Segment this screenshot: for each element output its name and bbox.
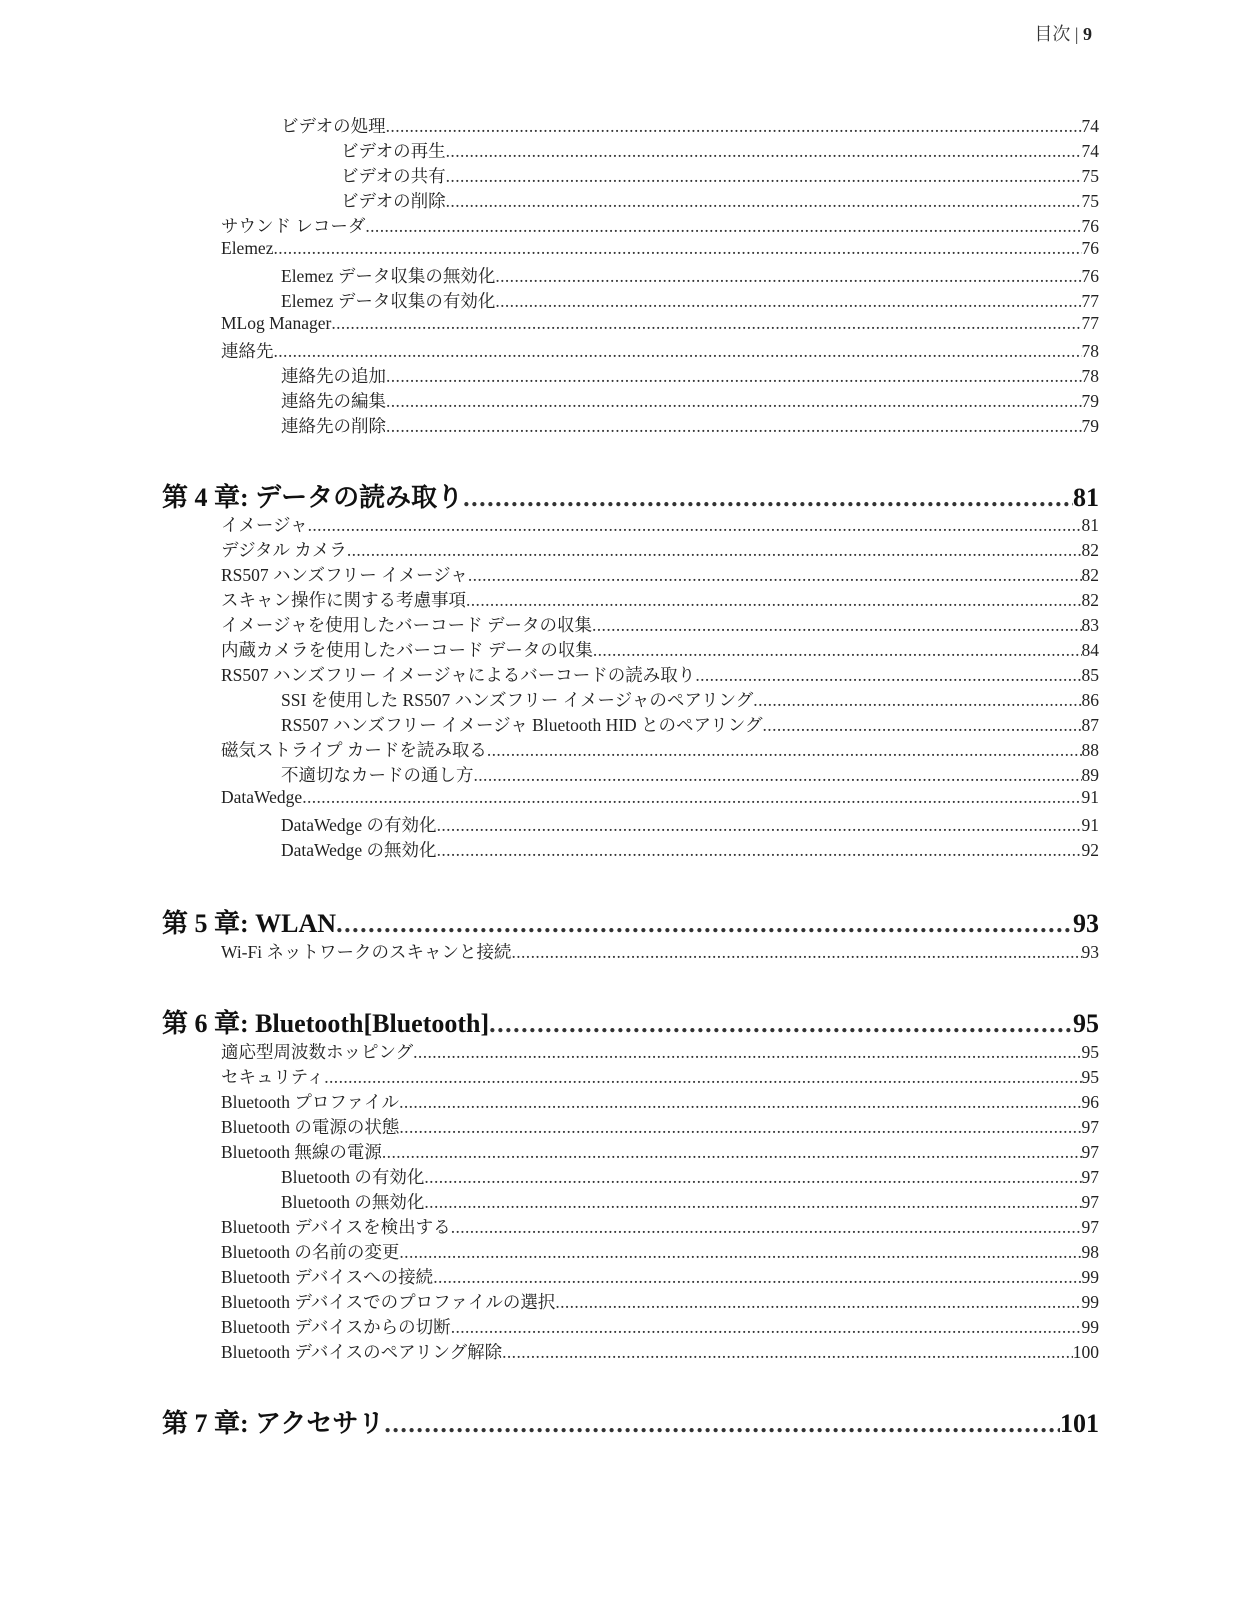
toc-entry-page: 84 — [1081, 640, 1099, 660]
toc-entry[interactable] — [0, 1164, 1237, 1189]
toc-entry-title: RS507 ハンズフリー イメージャ Bluetooth HID とのペアリング — [281, 715, 763, 735]
toc-entry-page: 74 — [1081, 116, 1099, 136]
toc-entry-title: 連絡先の追加 — [281, 366, 386, 386]
toc-entry-title: Bluetooth デバイスでのプロファイルの選択 — [221, 1292, 556, 1312]
toc-entry-title: デジタル カメラ — [221, 540, 347, 560]
toc-entry[interactable] — [0, 787, 1237, 812]
toc-entry-page: 101 — [1060, 1409, 1099, 1438]
toc-entry-page: 93 — [1073, 909, 1099, 938]
toc-entry[interactable] — [0, 537, 1237, 562]
toc-entry[interactable] — [0, 1089, 1237, 1114]
toc-leader-dots — [451, 1217, 1082, 1238]
toc-leader-dots — [495, 291, 1081, 312]
toc-entry-title: Elemez — [221, 238, 274, 258]
toc-entry-title: セキュリティ — [221, 1067, 325, 1087]
toc-entry-title: RS507 ハンズフリー イメージャ — [221, 565, 468, 585]
toc-entry-page: 91 — [1081, 787, 1099, 807]
toc-entry-title: SSI を使用した RS507 ハンズフリー イメージャのペアリング — [281, 690, 754, 710]
toc-entry-page: 75 — [1081, 166, 1099, 186]
toc-entry-title: Bluetooth の名前の変更 — [221, 1242, 400, 1262]
toc-leader-dots — [446, 191, 1082, 212]
toc-entry[interactable] — [0, 1264, 1237, 1289]
toc-entry-title: 内蔵カメラを使用したバーコード データの収集 — [221, 640, 593, 660]
toc-entry[interactable] — [0, 1314, 1237, 1339]
toc-entry[interactable] — [0, 1039, 1237, 1064]
toc-entry[interactable] — [0, 213, 1237, 238]
toc-leader-dots — [384, 1409, 1060, 1439]
header-section: 目次 | — [1034, 24, 1079, 44]
toc-leader-dots — [324, 1067, 1081, 1088]
toc-entry-page: 97 — [1081, 1192, 1099, 1212]
toc-entry[interactable] — [0, 1064, 1237, 1089]
toc-entry-title: 連絡先の削除 — [281, 416, 386, 436]
toc-leader-dots — [336, 909, 1073, 939]
toc-leader-dots — [386, 391, 1082, 412]
toc-entry[interactable] — [0, 1289, 1237, 1314]
toc-entry-page: 91 — [1081, 815, 1099, 835]
toc-chapter-entry[interactable] — [0, 477, 1237, 513]
toc-entry-page: 76 — [1081, 216, 1099, 236]
toc-leader-dots — [424, 1192, 1081, 1213]
toc-leader-dots — [382, 1142, 1082, 1163]
toc-entry[interactable] — [0, 138, 1237, 163]
toc-entry-title: 第 6 章: Bluetooth[Bluetooth] — [162, 1009, 490, 1038]
toc-entry-title: 連絡先の編集 — [281, 391, 386, 411]
toc-entry-title: DataWedge の有効化 — [281, 815, 437, 835]
toc-entry-page: 78 — [1081, 341, 1099, 361]
toc-entry-page: 93 — [1081, 942, 1099, 962]
toc-entry-title: ビデオの削除 — [341, 191, 446, 211]
toc-entry[interactable] — [0, 1339, 1237, 1364]
toc-leader-dots — [424, 1167, 1081, 1188]
toc-leader-dots — [468, 565, 1082, 586]
toc-entry-page: 78 — [1081, 366, 1099, 386]
toc-leader-dots — [308, 515, 1082, 536]
toc-leader-dots — [446, 141, 1082, 162]
toc-entry[interactable] — [0, 1114, 1237, 1139]
toc-entry[interactable] — [0, 363, 1237, 388]
toc-entry-page: 81 — [1073, 483, 1099, 512]
toc-entry[interactable] — [0, 662, 1237, 687]
toc-entry[interactable] — [0, 313, 1237, 338]
toc-leader-dots — [399, 1092, 1081, 1113]
toc-entry-title: Bluetooth デバイスへの接続 — [221, 1267, 434, 1287]
toc-leader-dots — [466, 590, 1082, 611]
toc-leader-dots — [386, 116, 1082, 137]
toc-entry-page: 85 — [1081, 665, 1099, 685]
toc-leader-dots — [753, 690, 1081, 711]
toc-entry[interactable] — [0, 388, 1237, 413]
toc-entry-title: Bluetooth 無線の電源 — [221, 1142, 382, 1162]
toc-entry-page: 86 — [1081, 690, 1099, 710]
toc-leader-dots — [502, 1342, 1073, 1363]
toc-entry-title: 第 7 章: アクセサリ — [162, 1409, 385, 1438]
toc-entry-page: 97 — [1081, 1117, 1099, 1137]
toc-entry-page: 97 — [1081, 1167, 1099, 1187]
toc-leader-dots — [302, 787, 1081, 808]
toc-entry-title: Bluetooth の有効化 — [281, 1167, 425, 1187]
toc-chapter-entry[interactable] — [0, 1003, 1237, 1039]
toc-entry-page: 98 — [1081, 1242, 1099, 1262]
toc-leader-dots — [331, 313, 1081, 334]
toc-entry[interactable] — [0, 413, 1237, 438]
toc-leader-dots — [446, 166, 1082, 187]
toc-entry[interactable] — [0, 737, 1237, 762]
toc-entry-page: 88 — [1081, 740, 1099, 760]
toc-chapter-entry[interactable] — [0, 903, 1237, 939]
toc-entry-title: Bluetooth の無効化 — [281, 1192, 425, 1212]
toc-entry-title: サウンド レコーダ — [221, 216, 366, 236]
toc-entry-title: ビデオの処理 — [281, 116, 386, 136]
toc-entry-page: 82 — [1081, 565, 1099, 585]
toc-entry-title: ビデオの再生 — [341, 141, 446, 161]
toc-entry[interactable] — [0, 939, 1237, 964]
toc-entry-page: 92 — [1081, 840, 1099, 860]
toc-entry-title: 適応型周波数ホッピング — [221, 1042, 414, 1062]
toc-leader-dots — [433, 1267, 1081, 1288]
toc-entry[interactable] — [0, 338, 1237, 363]
toc-leader-dots — [273, 238, 1081, 259]
toc-leader-dots — [511, 942, 1081, 963]
toc-entry-title: イメージャを使用したバーコード データの収集 — [221, 615, 592, 635]
toc-entry-page: 89 — [1081, 765, 1099, 785]
toc-entry-title: イメージャ — [221, 515, 308, 535]
toc-entry-title: MLog Manager — [221, 313, 332, 333]
toc-entry-title: 連絡先 — [221, 341, 274, 361]
toc-entry[interactable] — [0, 712, 1237, 737]
toc-entry-page: 99 — [1081, 1292, 1099, 1312]
toc-entry[interactable] — [0, 263, 1237, 288]
toc-entry[interactable] — [0, 113, 1237, 138]
toc-entry-title: RS507 ハンズフリー イメージャによるバーコードの読み取り — [221, 665, 696, 685]
toc-entry-title: Bluetooth デバイスからの切断 — [221, 1317, 451, 1337]
toc-entry[interactable] — [0, 1189, 1237, 1214]
toc-leader-dots — [347, 540, 1082, 561]
toc-entry-title: DataWedge — [221, 787, 303, 807]
toc-entry-page: 95 — [1081, 1067, 1099, 1087]
toc-entry[interactable] — [0, 837, 1237, 862]
toc-leader-dots — [451, 1317, 1082, 1338]
toc-entry-page: 99 — [1081, 1267, 1099, 1287]
toc-entry[interactable] — [0, 812, 1237, 837]
toc-entry[interactable] — [0, 512, 1237, 537]
toc-leader-dots — [463, 483, 1073, 513]
toc-leader-dots — [763, 715, 1082, 736]
toc-leader-dots — [593, 640, 1082, 661]
toc-chapter-entry[interactable] — [0, 1403, 1237, 1439]
toc-entry-page: 97 — [1081, 1217, 1099, 1237]
toc-entry-title: 第 4 章: データの読み取り — [162, 483, 464, 512]
toc-entry-title: Bluetooth の電源の状態 — [221, 1117, 400, 1137]
toc-entry-page: 79 — [1081, 391, 1099, 411]
toc-entry-page: 76 — [1081, 266, 1099, 286]
toc-entry-page: 99 — [1081, 1317, 1099, 1337]
toc-entry-title: Bluetooth プロファイル — [221, 1092, 400, 1112]
toc-entry[interactable] — [0, 1139, 1237, 1164]
toc-entry-page: 76 — [1081, 238, 1099, 258]
toc-leader-dots — [695, 665, 1081, 686]
toc-leader-dots — [386, 366, 1082, 387]
toc-entry[interactable] — [0, 188, 1237, 213]
toc-leader-dots — [437, 840, 1082, 861]
toc-entry[interactable] — [0, 637, 1237, 662]
toc-leader-dots — [437, 815, 1082, 836]
toc-leader-dots — [474, 765, 1082, 786]
toc-leader-dots — [592, 615, 1082, 636]
toc-leader-dots — [555, 1292, 1081, 1313]
toc-entry-page: 82 — [1081, 540, 1099, 560]
toc-entry[interactable] — [0, 612, 1237, 637]
toc-entry-page: 75 — [1081, 191, 1099, 211]
toc-entry-page: 81 — [1081, 515, 1099, 535]
toc-entry-page: 74 — [1081, 141, 1099, 161]
toc-entry-title: Bluetooth デバイスのペアリング解除 — [221, 1342, 503, 1362]
toc-leader-dots — [399, 1242, 1081, 1263]
header-page-number: 9 — [1083, 24, 1092, 44]
toc-entry-page: 96 — [1081, 1092, 1099, 1112]
toc-leader-dots — [274, 341, 1082, 362]
toc-entry-page: 97 — [1081, 1142, 1099, 1162]
toc-entry[interactable] — [0, 163, 1237, 188]
toc-entry[interactable] — [0, 1239, 1237, 1264]
toc-entry-title: Elemez データ収集の有効化 — [281, 291, 496, 311]
toc-entry[interactable] — [0, 562, 1237, 587]
toc-leader-dots — [495, 266, 1081, 287]
toc-entry-page: 77 — [1081, 313, 1099, 333]
toc-entry-title: 磁気ストライプ カードを読み取る — [221, 740, 487, 760]
toc-entry-title: Wi-Fi ネットワークのスキャンと接続 — [221, 942, 512, 962]
toc-leader-dots — [489, 1009, 1073, 1039]
toc-entry-title: Elemez データ収集の無効化 — [281, 266, 496, 286]
toc-entry-page: 77 — [1081, 291, 1099, 311]
toc-entry[interactable] — [0, 238, 1237, 263]
toc-entry[interactable] — [0, 288, 1237, 313]
toc-entry-page: 95 — [1081, 1042, 1099, 1062]
toc-entry-page: 87 — [1081, 715, 1099, 735]
toc-leader-dots — [365, 216, 1081, 237]
toc-entry-page: 79 — [1081, 416, 1099, 436]
toc-entry-page: 82 — [1081, 590, 1099, 610]
toc-leader-dots — [413, 1042, 1081, 1063]
toc-leader-dots — [487, 740, 1082, 761]
toc-entry[interactable] — [0, 587, 1237, 612]
toc-entry-page: 100 — [1072, 1342, 1099, 1362]
toc-leader-dots — [399, 1117, 1081, 1138]
toc-entry-title: ビデオの共有 — [341, 166, 446, 186]
toc-entry-title: DataWedge の無効化 — [281, 840, 437, 860]
toc-entry[interactable] — [0, 762, 1237, 787]
toc-entry-title: スキャン操作に関する考慮事項 — [221, 590, 466, 610]
toc-entry-page: 95 — [1073, 1009, 1099, 1038]
toc-entry-title: Bluetooth デバイスを検出する — [221, 1217, 451, 1237]
toc-entry-title: 不適切なカードの通し方 — [281, 765, 474, 785]
toc-leader-dots — [386, 416, 1082, 437]
toc-entry[interactable] — [0, 1214, 1237, 1239]
toc-entry[interactable] — [0, 687, 1237, 712]
toc-entry-title: 第 5 章: WLAN — [162, 909, 337, 938]
toc-entry-page: 83 — [1081, 615, 1099, 635]
